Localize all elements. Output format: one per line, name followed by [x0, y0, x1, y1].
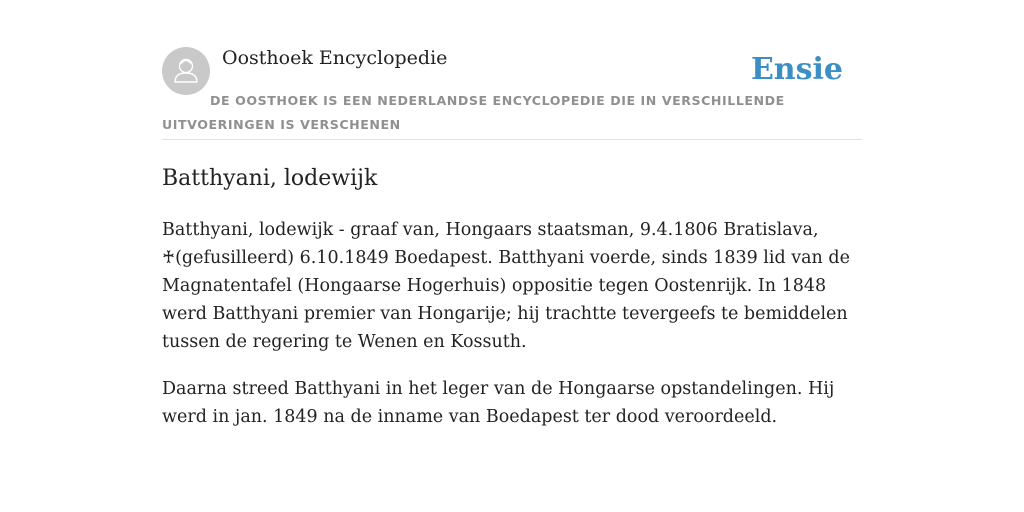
article-body: [162, 216, 862, 450]
article-paragraph: Daarna streed Batthyani in het leger van de Hongaarse opstandelingen. Hij werd in jan. 1849 na de inname van Boedapest ter dood veroordeeld.: [162, 379, 835, 427]
user-icon: [162, 47, 210, 95]
source-avatar[interactable]: [162, 47, 210, 95]
article-paragraph: Batthyani, lodewijk - graaf van, Hongaars staatsman, 9.4.1806 Bratislava, ♰(gefusilleerd) 6.10.1849 Boedapest. Batthyani voerde, sinds 1839 lid van de Magnatentafel (Hongaarse Hogerhuis) oppositie tegen Oostenrijk. In 1848 werd Batthyani premier van Hongarije; hij trachtte tevergeefs te bemiddelen tussen de regering te Wenen en Kossuth.: [162, 220, 850, 352]
source-description: DE OOSTHOEK IS EEN NEDERLANDSE ENCYCLOPEDIE DIE IN VERSCHILLENDE UITVOERINGEN IS VERSCHENEN: [162, 93, 785, 132]
page-container: [162, 0, 862, 427]
source-title[interactable]: Oosthoek Encyclopedie: [222, 47, 448, 69]
source-header: [162, 0, 862, 140]
article-title: Batthyani, lodewijk: [162, 166, 378, 191]
ensie-logo[interactable]: Ensie: [750, 52, 843, 87]
